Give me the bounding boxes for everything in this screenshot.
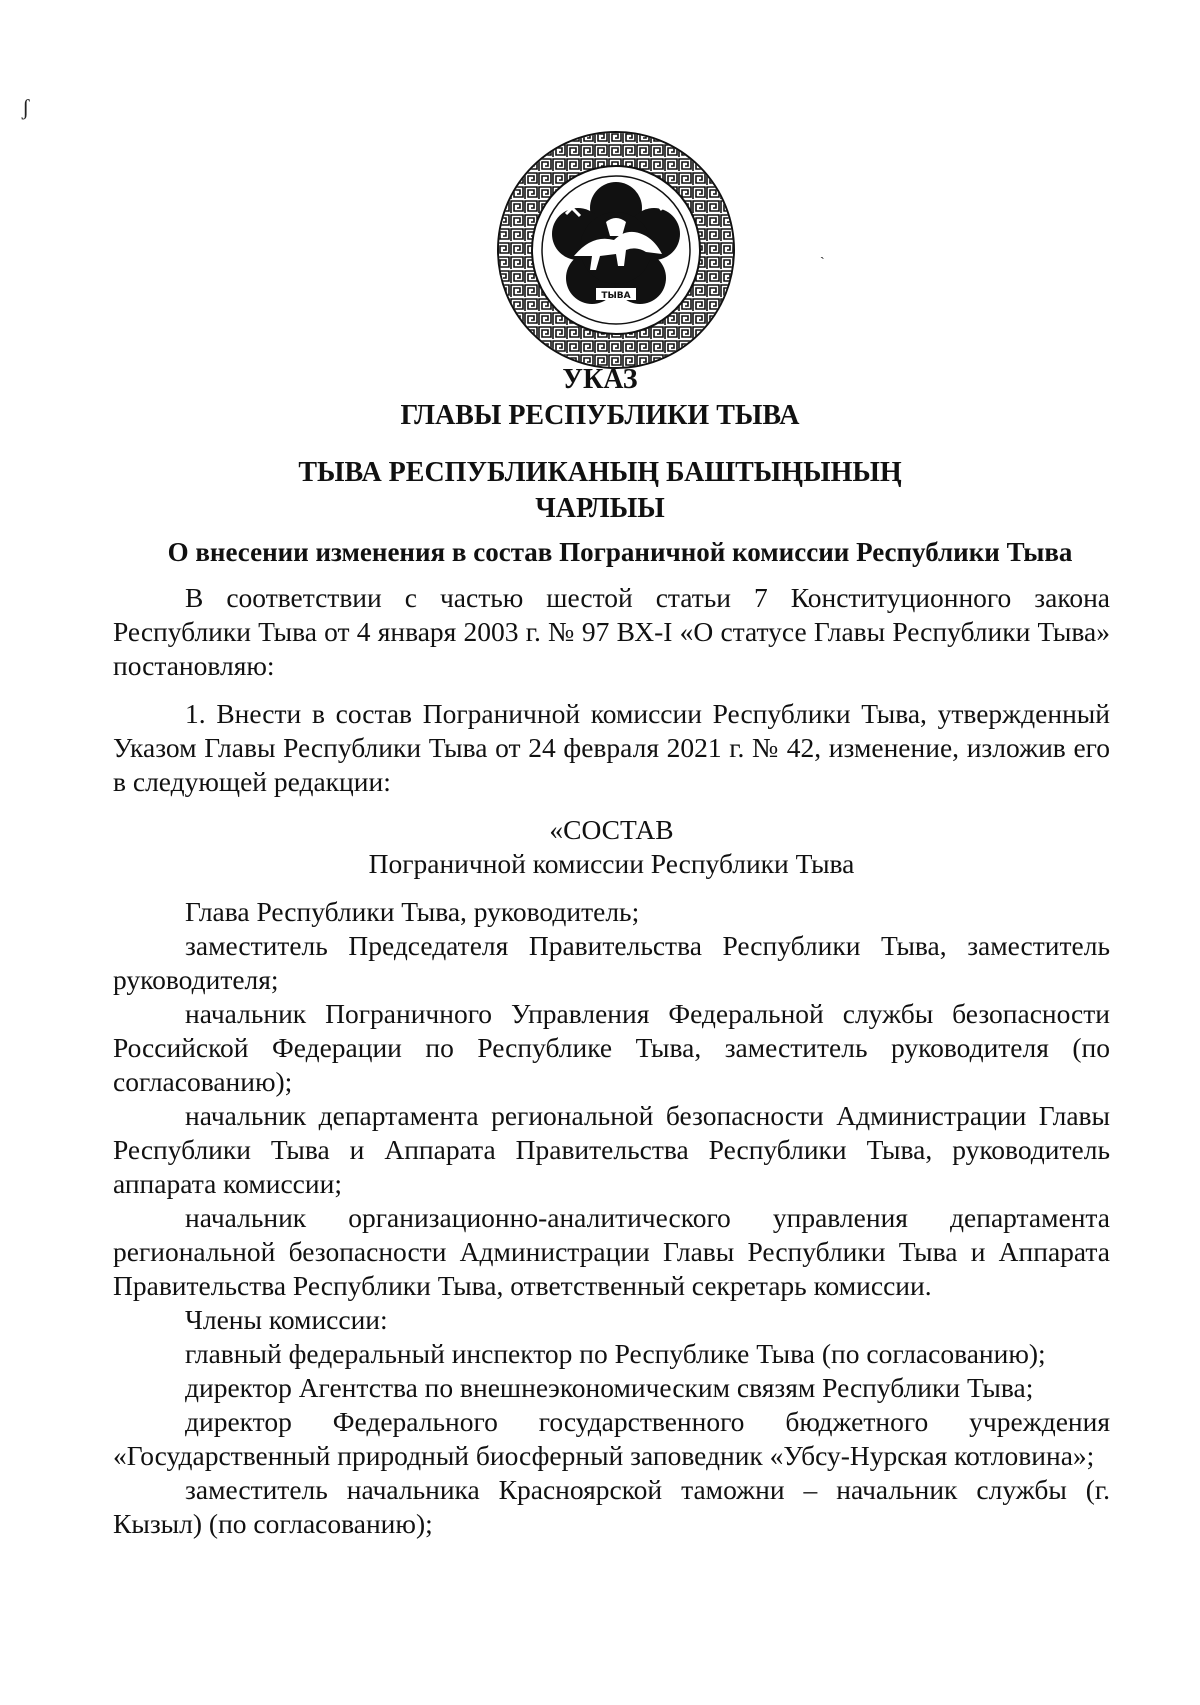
- decree-issuer: ГЛАВЫ РЕСПУБЛИКИ ТЫВА: [400, 400, 800, 431]
- composition-subheading: Пограничной комиссии Республики Тыва: [368, 848, 855, 879]
- decree-issuer-tuvan: ТЫВА РЕСПУБЛИКАНЫҢ БАШТЫҢЫНЫҢ: [298, 457, 902, 488]
- member-item: главный федеральный инспектор по Республике Тыва (по согласованию);: [185, 1338, 1046, 1369]
- members-label: Члены комиссии:: [185, 1304, 388, 1335]
- member-item: начальник организационно-аналитического управления департамента региональной безопасности Администрации Главы Республики Тыва и Аппарата Правительства Республики Тыва, ответственный секретарь комиссии.: [113, 1202, 1110, 1301]
- scan-artifact-dot: ·: [684, 303, 689, 318]
- decree-label-tuvan: ЧАРЛЫЫ: [535, 493, 665, 524]
- scan-artifact-mark: ʃ: [22, 95, 30, 120]
- member-item: начальник департамента региональной безопасности Администрации Главы Республики Тыва и Аппарата Правительства Республики Тыва, руководитель аппарата комиссии;: [113, 1100, 1110, 1199]
- preamble-paragraph: В соответствии с частью шестой статьи 7 Конституционного закона Республики Тыва от 4 января 2003 г. № 97 ВХ-I «О статусе Главы Республики Тыва» постановляю:: [113, 582, 1110, 681]
- member-item: Глава Республики Тыва, руководитель;: [185, 896, 640, 927]
- document-body: [113, 581, 1110, 1541]
- member-item: заместитель начальника Красноярской таможни – начальник службы (г. Кызыл) (по согласованию);: [113, 1474, 1110, 1539]
- document-title: О внесении изменения в состав Пограничной комиссии Республики Тыва: [167, 537, 1073, 567]
- scan-artifact-dot: ˏ: [820, 245, 825, 260]
- svg-text:ТЫВА: ТЫВА: [601, 291, 631, 301]
- member-item: начальник Пограничного Управления Федеральной службы безопасности Российской Федерации по Республике Тыва, заместитель руководителя (по согласованию);: [113, 998, 1110, 1097]
- member-item: директор Федерального государственного бюджетного учреждения «Государственный природный биосферный заповедник «Убсу-Нурская котловина»;: [113, 1406, 1110, 1471]
- clause-1-paragraph: 1. Внести в состав Пограничной комиссии Республики Тыва, утвержденный Указом Главы Республики Тыва от 24 февраля 2021 г. № 42, изменение, изложив его в следующей редакции:: [113, 698, 1110, 797]
- coat-of-arms-tuva-icon: [496, 130, 736, 370]
- decree-heading: [0, 362, 1200, 434]
- composition-heading: «СОСТАВ: [549, 814, 674, 845]
- decree-label: УКАЗ: [562, 364, 638, 395]
- member-item: заместитель Председателя Правительства Республики Тыва, заместитель руководителя;: [113, 930, 1110, 995]
- decree-heading-tuvan: [0, 455, 1200, 527]
- member-item: директор Агентства по внешнеэкономическим связям Республики Тыва;: [185, 1372, 1034, 1403]
